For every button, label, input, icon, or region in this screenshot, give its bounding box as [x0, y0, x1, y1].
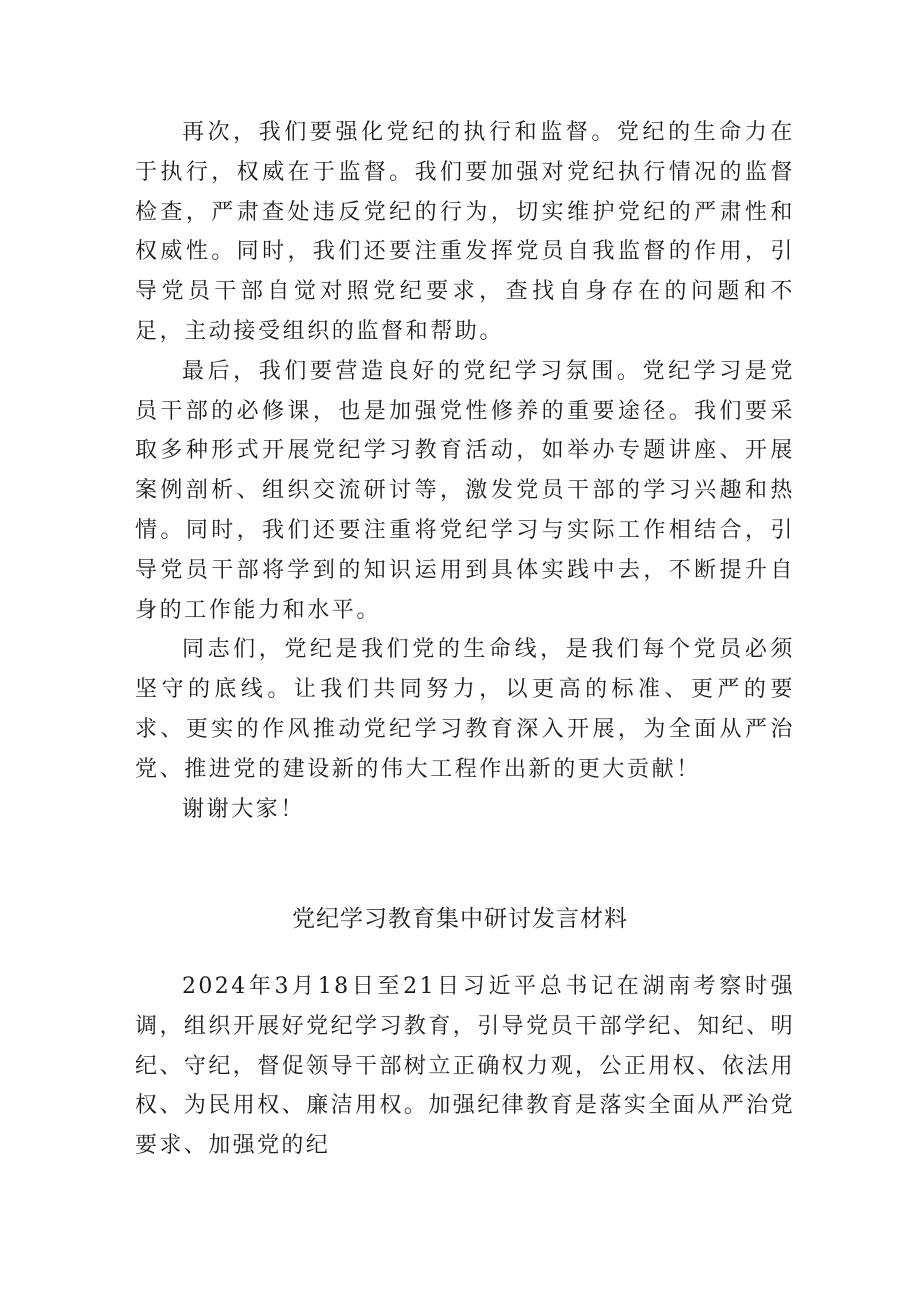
paragraph-atmosphere: 最后，我们要营造良好的党纪学习氛围。党纪学习是党员干部的必修课，也是加强党性修养的重要途径。我们要采取多种形式开展党纪学习教育活动，如举办专题讲座、开展案例剖析、组织交流研讨等，激发党员干部的学习兴趣和热情。同时，我们还要注重将党纪学习与实际工作相结合，引导党员干部将学到的知识运用到具体实践中去，不断提升自身的工作能力和水平。: [135, 358, 795, 623]
paragraph-conclusion: 同志们，党纪是我们党的生命线，是我们每个党员必须坚守的底线。让我们共同努力，以更高的标准、更严的要求、更实的作风推动党纪学习教育深入开展，为全面从严治党、推进党的建设新的伟大工程作出新的更大贡献！: [135, 637, 795, 782]
closing-thanks: 谢谢大家！: [182, 796, 306, 822]
section-body: [135, 967, 795, 1166]
paragraph-intro: 2024年3月18日至21日习近平总书记在湖南考察时强调，组织开展好党纪学习教育，引导党员干部学纪、知纪、明纪、守纪，督促领导干部树立正确权力观，公正用权、依法用权、为民用权、廉洁用权。加强纪律教育是落实全面从严治党要求、加强党的纪: [135, 974, 795, 1159]
speech-body: [135, 113, 795, 829]
paragraph-supervision: 再次，我们要强化党纪的执行和监督。党纪的生命力在于执行，权威在于监督。我们要加强对党纪执行情况的监督检查，严肃查处违反党纪的行为，切实维护党纪的严肃性和权威性。同时，我们还要注重发挥党员自我监督的作用，引导党员干部自觉对照党纪要求，查找自身存在的问题和不足，主动接受组织的监督和帮助。: [135, 120, 795, 344]
section-title: 党纪学习教育集中研讨发言材料: [292, 906, 628, 932]
